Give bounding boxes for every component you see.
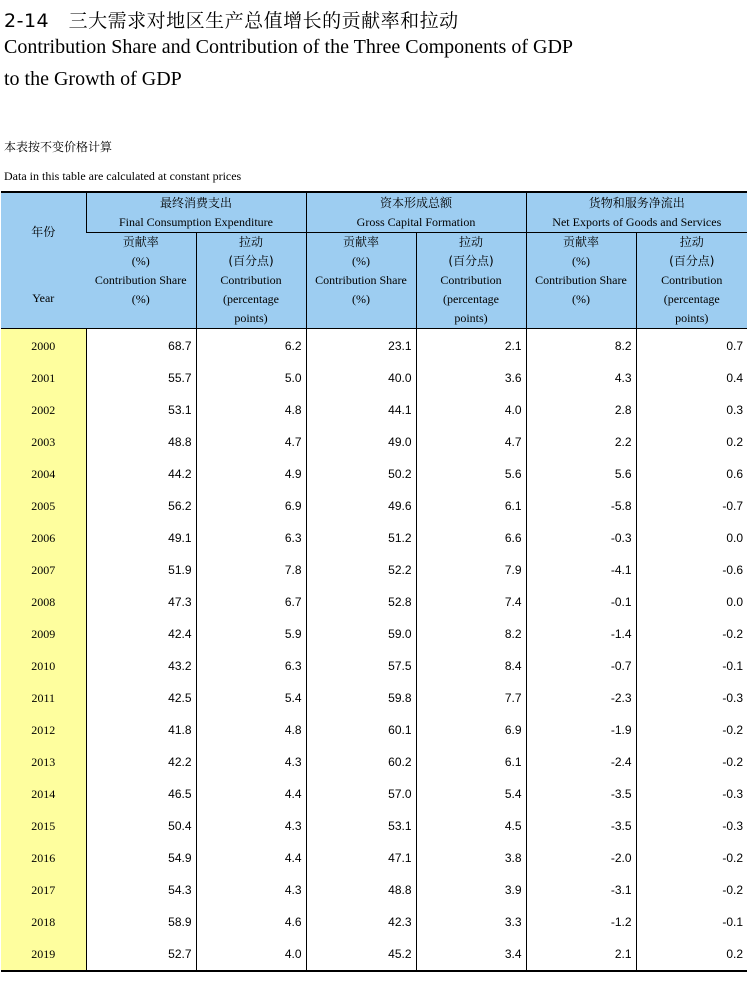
value-cell: -0.7 [636,490,747,522]
value-cell: 0.4 [636,362,747,394]
value-cell: -0.2 [636,842,747,874]
value-cell: 41.8 [86,714,196,746]
subheader-contribution [636,233,747,329]
table-row [1,522,747,554]
value-cell: -0.2 [636,746,747,778]
year-cell: 2018 [1,906,86,938]
value-cell: 59.0 [306,618,416,650]
value-cell: 3.6 [416,362,526,394]
table-row [1,810,747,842]
subheader-en: Contribution Share [94,273,187,287]
table-row [1,586,747,618]
value-cell: 6.2 [196,329,306,363]
value-cell: 57.5 [306,650,416,682]
value-cell: 56.2 [86,490,196,522]
value-cell: 7.7 [416,682,526,714]
table-row [1,714,747,746]
value-cell: 40.0 [306,362,416,394]
value-cell: 49.6 [306,490,416,522]
year-cell: 2001 [1,362,86,394]
page-title-en-line1: Contribution Share and Contribution of the Three Components of GDP [4,36,574,58]
value-cell: 52.2 [306,554,416,586]
subheader-unit-2: points) [454,311,488,325]
table-row [1,329,747,363]
year-cell: 2012 [1,714,86,746]
value-cell: 5.6 [416,458,526,490]
value-cell: 5.9 [196,618,306,650]
table-row [1,458,747,490]
year-cell: 2011 [1,682,86,714]
value-cell: 6.9 [196,490,306,522]
subheader-contribution [196,233,306,329]
note-en: Data in this table are calculated at constant prices [4,169,242,183]
value-cell: 4.3 [196,746,306,778]
value-cell: -0.3 [636,810,747,842]
subheader-pct: (百分点) [228,254,274,268]
subheader-unit-1: (percentage [223,292,279,306]
value-cell: 23.1 [306,329,416,363]
subheader-en: Contribution [220,273,282,287]
value-cell: 4.9 [196,458,306,490]
subheader-pct: (%) [131,254,150,268]
value-cell: 0.0 [636,586,747,618]
value-cell: 7.9 [416,554,526,586]
value-cell: 68.7 [86,329,196,363]
value-cell: 8.2 [526,329,636,363]
subheader-unit: (%) [572,292,591,306]
value-cell: 51.2 [306,522,416,554]
subheader-en: Contribution [440,273,502,287]
table-row [1,554,747,586]
value-cell: 58.9 [86,906,196,938]
value-cell: -0.3 [636,778,747,810]
value-cell: 4.4 [196,778,306,810]
value-cell: 52.8 [306,586,416,618]
value-cell: 45.2 [306,938,416,971]
subheader-en: Contribution Share [535,273,627,287]
value-cell: -3.5 [526,778,636,810]
value-cell: -1.9 [526,714,636,746]
value-cell: 4.0 [196,938,306,971]
table-row [1,778,747,810]
value-cell: 6.3 [196,522,306,554]
value-cell: 2.2 [526,426,636,458]
subheader-cn: 贡献率 [563,235,600,249]
value-cell: 0.0 [636,522,747,554]
subheader-cn: 贡献率 [122,235,159,249]
group-header-capital [306,192,526,233]
year-cell: 2019 [1,938,86,971]
value-cell: -0.3 [526,522,636,554]
value-cell: 4.7 [196,426,306,458]
subheader-unit: (%) [352,292,370,306]
value-cell: -0.6 [636,554,747,586]
value-cell: 0.7 [636,329,747,363]
value-cell: 42.2 [86,746,196,778]
group-header-cn: 资本形成总额 [380,196,453,210]
year-cell: 2009 [1,618,86,650]
subheader-unit: (%) [131,292,150,306]
value-cell: 48.8 [306,874,416,906]
table-row [1,362,747,394]
value-cell: 53.1 [306,810,416,842]
value-cell: 4.3 [526,362,636,394]
year-cell: 2016 [1,842,86,874]
subheader-pct: (百分点) [448,254,494,268]
value-cell: -0.2 [636,874,747,906]
subheader-en: Contribution [661,273,723,287]
value-cell: -0.1 [636,650,747,682]
value-cell: 54.9 [86,842,196,874]
subheader-pct: (%) [352,254,370,268]
value-cell: -2.3 [526,682,636,714]
value-cell: 8.4 [416,650,526,682]
year-cell: 2000 [1,329,86,363]
value-cell: 8.2 [416,618,526,650]
group-header-en: Final Consumption Expenditure [119,215,273,229]
value-cell: 0.2 [636,426,747,458]
value-cell: -0.1 [526,586,636,618]
group-header-cn: 货物和服务净流出 [588,196,685,210]
subheader-contribution-share [526,233,636,329]
year-cell: 2006 [1,522,86,554]
value-cell: 47.3 [86,586,196,618]
year-cell: 2005 [1,490,86,522]
year-cell: 2004 [1,458,86,490]
value-cell: -0.2 [636,714,747,746]
subheader-contribution-share [306,233,416,329]
value-cell: -1.4 [526,618,636,650]
table-row [1,906,747,938]
table-row [1,842,747,874]
value-cell: 6.3 [196,650,306,682]
value-cell: 7.4 [416,586,526,618]
value-cell: 53.1 [86,394,196,426]
value-cell: -5.8 [526,490,636,522]
year-cell: 2008 [1,586,86,618]
table-row [1,650,747,682]
year-cell: 2015 [1,810,86,842]
subheader-pct: (百分点) [669,254,715,268]
subheader-unit-2: points) [234,311,268,325]
value-cell: 48.8 [86,426,196,458]
value-cell: 50.2 [306,458,416,490]
value-cell: 49.0 [306,426,416,458]
value-cell: 44.1 [306,394,416,426]
data-table [1,191,747,972]
value-cell: 2.1 [416,329,526,363]
value-cell: 51.9 [86,554,196,586]
value-cell: 5.6 [526,458,636,490]
value-cell: 6.7 [196,586,306,618]
year-cell: 2017 [1,874,86,906]
year-header-cn: 年份 [31,225,56,239]
value-cell: 3.8 [416,842,526,874]
year-cell: 2013 [1,746,86,778]
subheader-pct: (%) [572,254,591,268]
value-cell: 6.1 [416,490,526,522]
group-header-en: Gross Capital Formation [356,215,476,229]
value-cell: 5.4 [196,682,306,714]
year-header [1,192,86,329]
subheader-contribution [416,233,526,329]
value-cell: 4.3 [196,810,306,842]
value-cell: -3.1 [526,874,636,906]
value-cell: 52.7 [86,938,196,971]
value-cell: 46.5 [86,778,196,810]
group-header-en: Net Exports of Goods and Services [552,215,722,229]
value-cell: 60.2 [306,746,416,778]
value-cell: 4.4 [196,842,306,874]
table-row [1,938,747,971]
value-cell: 57.0 [306,778,416,810]
value-cell: -3.5 [526,810,636,842]
subheader-unit-2: points) [675,311,709,325]
value-cell: -2.0 [526,842,636,874]
value-cell: 49.1 [86,522,196,554]
year-cell: 2007 [1,554,86,586]
table-row [1,618,747,650]
value-cell: 0.3 [636,394,747,426]
value-cell: 4.0 [416,394,526,426]
value-cell: 43.2 [86,650,196,682]
value-cell: 5.0 [196,362,306,394]
subheader-cn: 贡献率 [342,235,379,249]
value-cell: 42.3 [306,906,416,938]
table-row [1,426,747,458]
page-title-cn: 2-14 三大需求对地区生产总值增长的贡献率和拉动 [4,10,459,32]
value-cell: -4.1 [526,554,636,586]
subheader-cn: 拉动 [238,235,263,249]
value-cell: 59.8 [306,682,416,714]
table-row [1,682,747,714]
value-cell: 60.1 [306,714,416,746]
year-cell: 2003 [1,426,86,458]
value-cell: 4.7 [416,426,526,458]
subheader-cn: 拉动 [679,235,704,249]
value-cell: 4.5 [416,810,526,842]
value-cell: 2.8 [526,394,636,426]
value-cell: 3.4 [416,938,526,971]
value-cell: 55.7 [86,362,196,394]
table-row [1,394,747,426]
value-cell: 42.4 [86,618,196,650]
value-cell: 44.2 [86,458,196,490]
value-cell: 4.3 [196,874,306,906]
value-cell: 2.1 [526,938,636,971]
value-cell: -2.4 [526,746,636,778]
value-cell: 42.5 [86,682,196,714]
value-cell: 4.6 [196,906,306,938]
value-cell: 5.4 [416,778,526,810]
table-row [1,490,747,522]
subheader-en: Contribution Share [315,273,407,287]
group-header-net-exports [526,192,747,233]
value-cell: -1.2 [526,906,636,938]
value-cell: 6.1 [416,746,526,778]
group-header-consumption [86,192,306,233]
value-cell: 6.9 [416,714,526,746]
table-header [1,192,747,329]
value-cell: -0.7 [526,650,636,682]
group-header-cn: 最终消费支出 [159,196,232,210]
year-cell: 2010 [1,650,86,682]
table-body [1,329,747,972]
value-cell: -0.1 [636,906,747,938]
year-cell: 2014 [1,778,86,810]
subheader-unit-1: (percentage [443,292,499,306]
value-cell: -0.3 [636,682,747,714]
value-cell: 6.6 [416,522,526,554]
note-cn: 本表按不变价格计算 [4,140,113,154]
page-title-en-line2: to the Growth of GDP [4,68,182,90]
table-row [1,746,747,778]
value-cell: 0.2 [636,938,747,971]
year-cell: 2002 [1,394,86,426]
value-cell: 54.3 [86,874,196,906]
subheader-contribution-share [86,233,196,329]
value-cell: 3.9 [416,874,526,906]
value-cell: 47.1 [306,842,416,874]
value-cell: 4.8 [196,394,306,426]
value-cell: 0.6 [636,458,747,490]
value-cell: -0.2 [636,618,747,650]
value-cell: 4.8 [196,714,306,746]
subheader-cn: 拉动 [459,235,484,249]
value-cell: 3.3 [416,906,526,938]
year-header-en: Year [32,291,55,305]
subheader-unit-1: (percentage [663,292,720,306]
value-cell: 50.4 [86,810,196,842]
table-row [1,874,747,906]
value-cell: 7.8 [196,554,306,586]
